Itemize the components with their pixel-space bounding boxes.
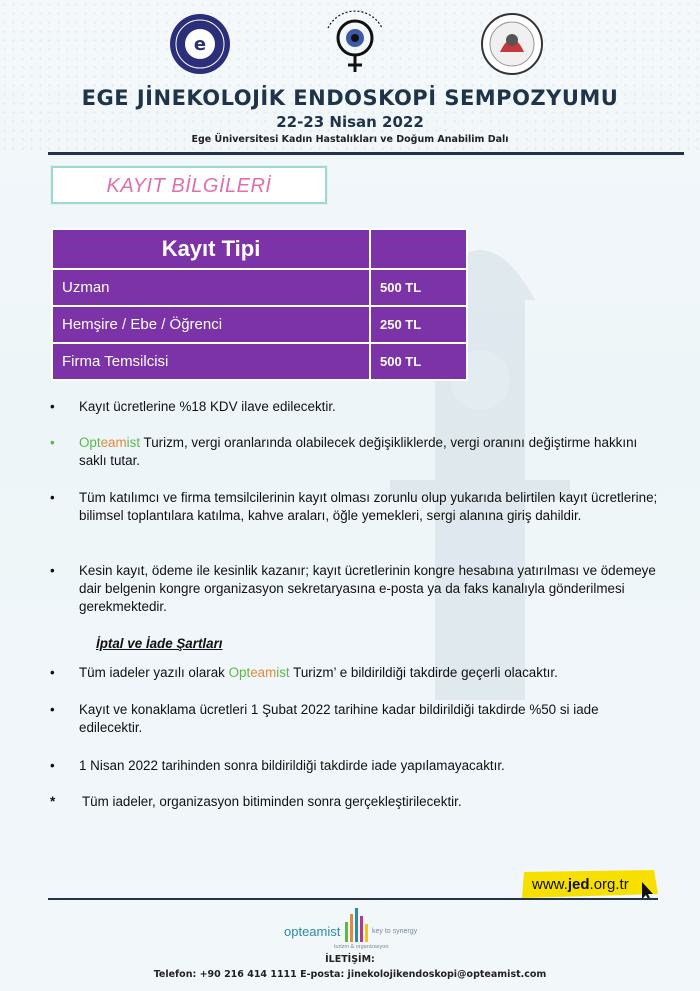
fee-type: Uzman	[52, 269, 370, 306]
cancellation-item-1-pre: Tüm iadeler yazılı olarak	[79, 665, 229, 680]
fee-price: 500 TL	[370, 343, 467, 380]
bullet: •	[50, 702, 55, 717]
fee-type: Hemşire / Ebe / Öğrenci	[52, 306, 370, 343]
cancellation-item-4: Tüm iadeler, organizasyon bitiminden sonra gerçekleştirilecektir.	[82, 794, 462, 809]
tax-note-text: Turizm, vergi oranlarında olabilecek değişikliklerde, vergi oranını değiştirme hakkını saklı tutar.	[79, 435, 638, 468]
bullet: •	[50, 665, 55, 680]
bullet: •	[50, 435, 55, 450]
website-url[interactable]	[532, 876, 629, 893]
contact-details: Telefon: +90 216 414 1111 E-posta: jinekolojikendoskopi@opteamist.com	[153, 969, 547, 980]
opteamist-wordmark: opteamist	[284, 924, 341, 939]
cancellation-item-1-post: Turizm’ e bildirildiği takdirde geçerli olacaktır.	[289, 665, 558, 680]
tax-note	[79, 434, 659, 470]
cancellation-title: İptal ve İade Şartları	[96, 636, 223, 651]
fee-price: 250 TL	[370, 306, 467, 343]
symposium-date: 22-23 Nisan 2022	[276, 113, 424, 131]
registration-fee-table	[51, 228, 468, 381]
ege-university-logo	[168, 12, 232, 76]
opteamist-tagline: key to synergy	[372, 928, 418, 935]
endoscopy-society-logo	[320, 8, 390, 80]
opteamist-subtitle: turizm & organizasyon	[334, 944, 389, 950]
section-title-box	[51, 166, 327, 204]
header-divider	[48, 152, 684, 155]
cancellation-item-2: Kayıt ve konaklama ücretleri 1 Şubat 2022 tarihine kadar bildirildiği takdirde %50 si iade edilecektir.	[79, 702, 599, 735]
final-registration-note: Kesin kayıt, ödeme ile kesinlik kazanır; kayıt ücretlerinin kongre hesabına yatırılması ve ödemeye dair belgenin kongre organizasyon sekretaryasına e-posta ya da faks kanalıyla gönderilmesi gerekmektedir.	[79, 563, 656, 614]
opteamist-bars-icon	[344, 908, 370, 942]
section-title: KAYIT BİLGİLERİ	[106, 175, 272, 197]
website-url-domain: jed	[567, 876, 590, 893]
bullet: •	[50, 563, 55, 578]
brand-opt: Opt	[79, 435, 101, 450]
contact-title: İLETİŞİM:	[325, 954, 375, 965]
star-bullet: *	[50, 794, 56, 809]
bullet: •	[50, 399, 55, 414]
table-header-price	[370, 229, 467, 269]
cancellation-item-3: 1 Nisan 2022 tarihinden sonra bildirildiği takdirde iade yapılamayacaktır.	[79, 758, 505, 773]
table-header-row	[52, 229, 467, 269]
fee-type: Firma Temsilcisi	[52, 343, 370, 380]
symposium-title: EGE JİNEKOLOJİK ENDOSKOPİ SEMPOZYUMU	[81, 86, 619, 110]
cancellation-item-1	[79, 664, 659, 682]
table-header-type: Kayıt Tipi	[52, 229, 370, 269]
fee-price: 500 TL	[370, 269, 467, 306]
website-url-prefix: www.	[532, 876, 568, 893]
brand-eam: eam	[250, 665, 277, 680]
bullet: •	[50, 758, 55, 773]
brand-eam: eam	[100, 435, 127, 450]
footer-divider	[48, 898, 658, 900]
brand-ist: ist	[276, 665, 290, 680]
website-badge[interactable]	[518, 870, 660, 900]
vat-note: Kayıt ücretlerine %18 KDV ilave edilecektir.	[79, 399, 336, 414]
table-row	[52, 269, 467, 306]
table-row	[52, 306, 467, 343]
obstetrics-department-logo	[480, 12, 544, 76]
opteamist-logo	[284, 908, 444, 954]
brand-opt: Opt	[228, 665, 251, 680]
website-url-suffix: .org.tr	[589, 876, 629, 893]
included-note: Tüm katılımcı ve firma temsilcilerinin kayıt olması zorunlu olup yukarıda belirtilen kayıt ücretlerine; bilimsel toplantılara katılma, kahve araları, öğle yemekleri, sergi alanına giriş dahildir.	[79, 490, 658, 523]
bullet: •	[50, 490, 55, 505]
department-name: Ege Üniversitesi Kadın Hastalıkları ve Doğum Anabilim Dalı	[191, 134, 509, 145]
table-row	[52, 343, 467, 380]
svg-text:e: e	[193, 34, 207, 55]
brand-ist: ist	[126, 435, 141, 450]
